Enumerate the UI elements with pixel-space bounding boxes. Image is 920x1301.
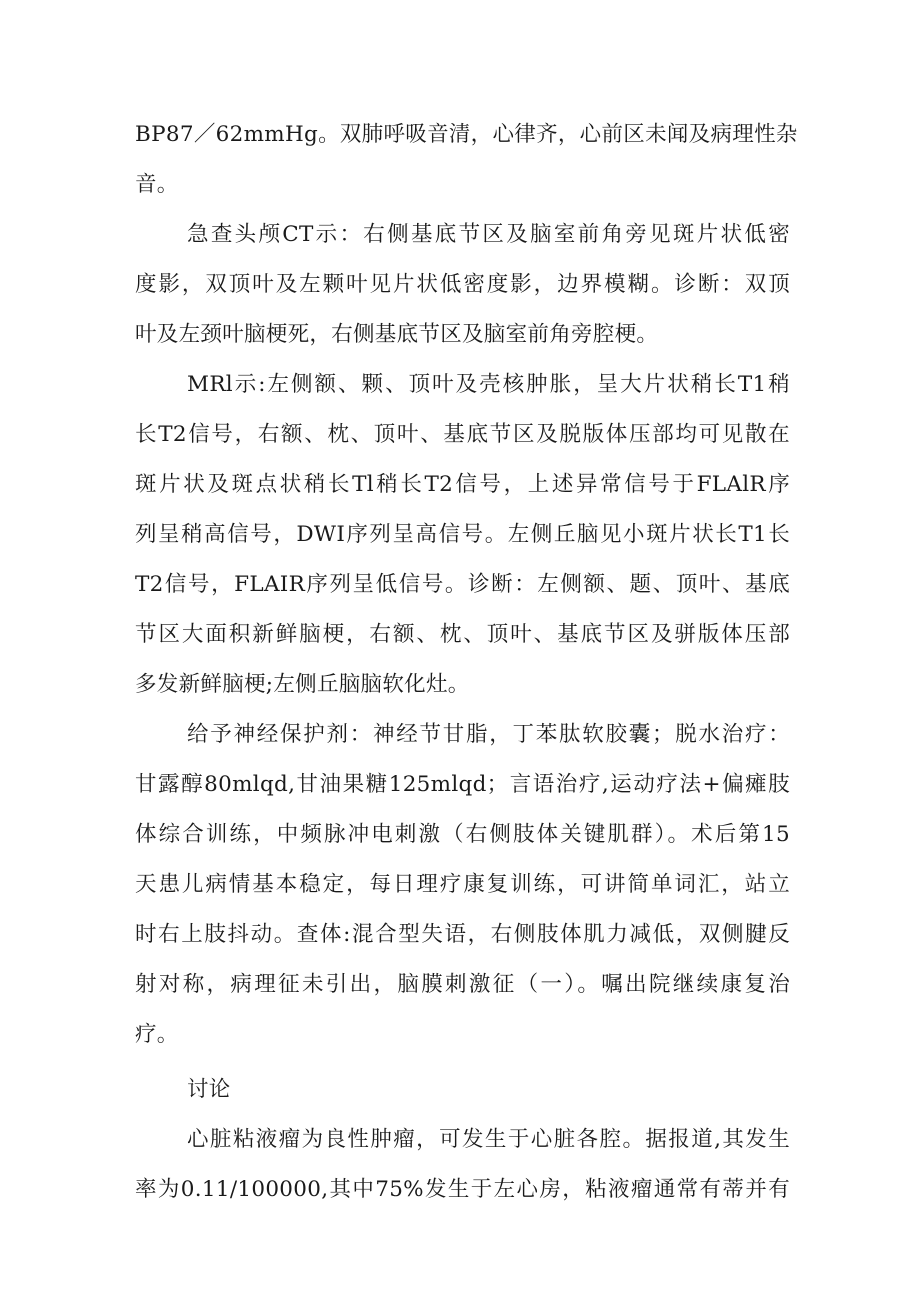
text-line: 多发新鲜脑梗;左侧丘脑脑软化灶。: [135, 672, 470, 697]
text-line: MRl示:左侧额、颗、顶叶及壳核肿胀，呈大片状稍长T1稍: [187, 372, 790, 397]
text-line: 天患儿病情基本稳定，每日理疗康复训练，可讲简单词汇，站立: [135, 872, 790, 897]
text-line: 度影，双顶叶及左颗叶见片状低密度影，边界模糊。诊断：双顶: [135, 272, 790, 297]
text-line: 音。: [135, 172, 179, 197]
text-line: 斑片状及斑点状稍长Tl稍长T2信号，上述异常信号于FLAlR序: [135, 472, 790, 497]
section-heading: 讨论: [187, 1077, 231, 1102]
text-line: 给予神经保护剂：神经节甘脂，丁苯肽软胶囊；脱水治疗：: [187, 722, 790, 747]
text-line: 疗。: [135, 1022, 179, 1047]
text-line: 急查头颅CT示：右侧基底节区及脑室前角旁见斑片状低密: [187, 222, 790, 247]
text-line: 甘露醇80mlqd,甘油果糖125mlqd；言语治疗,运动疗法+偏瘫肢: [135, 772, 790, 797]
text-line: 时右上肢抖动。查体:混合型失语，右侧肢体肌力减低，双侧腱反: [135, 922, 790, 947]
text-line: 心脏粘液瘤为良性肿瘤，可发生于心脏各腔。据报道,其发生: [187, 1127, 790, 1152]
text-line: BP87／62mmHg。双肺呼吸音清，心律齐，心前区未闻及病理性杂: [135, 122, 798, 147]
text-line: 射对称，病理征未引出，脑膜刺激征（一）。嘱出院继续康复治: [135, 972, 790, 997]
text-line: 长T2信号，右额、枕、顶叶、基底节区及脱版体压部均可见散在: [135, 422, 790, 447]
text-line: 体综合训练，中频脉冲电刺激（右侧肢体关键肌群）。术后第15: [135, 822, 790, 847]
text-line: 列呈稍高信号，DWI序列呈高信号。左侧丘脑见小斑片状长T1长: [135, 522, 790, 547]
text-line: 节区大面积新鲜脑梗，右额、枕、顶叶、基底节区及骈版体压部: [135, 622, 790, 647]
text-line: T2信号，FLAIR序列呈低信号。诊断：左侧额、题、顶叶、基底: [135, 572, 790, 597]
text-line: 率为0.11/100000,其中75%发生于左心房，粘液瘤通常有蒂并有: [135, 1177, 790, 1202]
text-line: 叶及左颈叶脑梗死，右侧基底节区及脑室前角旁腔梗。: [135, 322, 659, 347]
